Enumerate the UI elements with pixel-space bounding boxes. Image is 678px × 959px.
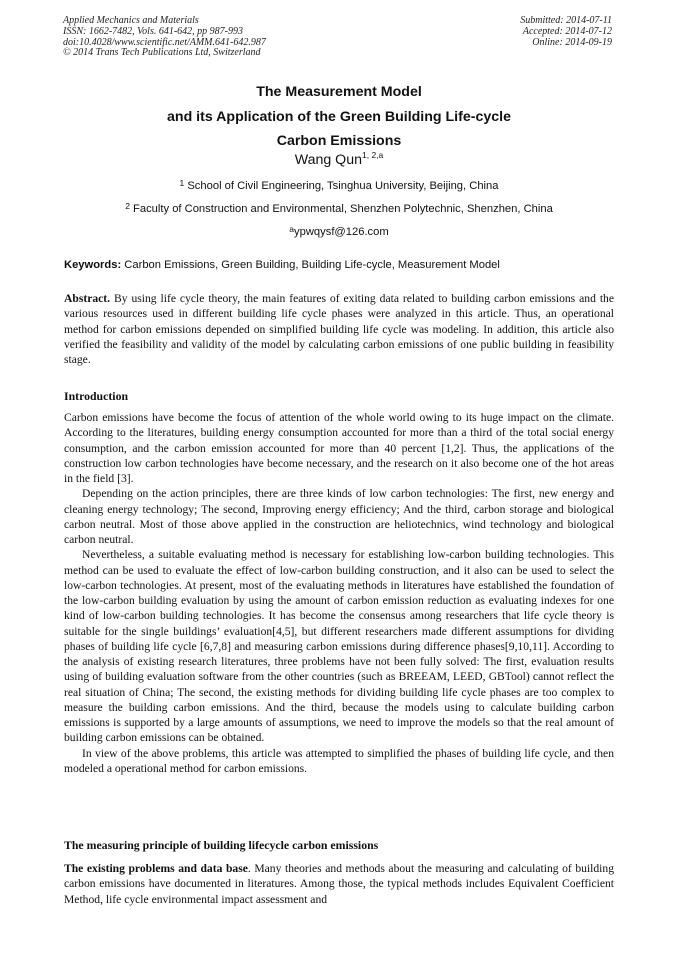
paragraph: Carbon emissions have become the focus of attention of the whole world owing to its huge impact on the climate. According to the literatures, building energy consumption accounted for more than a third of the total social energy consumption, and the carbon emission accounted for more than 40 percent [1,2]. Thus, the applications of the construction low carbon technologies have become necessary, and the research on it also become one of the hot areas in the field [3]. xyxy=(64,411,614,485)
introduction-body xyxy=(64,410,614,776)
keywords-label: Keywords: xyxy=(64,259,122,271)
affiliation-text: Faculty of Construction and Environmental, Shenzhen Polytechnic, Shenzhen, China xyxy=(129,203,553,215)
accepted-date: Accepted: 2014-07-12 xyxy=(522,25,612,37)
paragraph: . Many theories and methods about the measuring and calculating of building carbon emissions have documented in literatures. Among those, the typical methods includes Equivalent Coefficient Method, life cycle environmental impact assessment and xyxy=(64,862,614,906)
journal-name: Applied Mechanics and Materials xyxy=(63,15,199,26)
measuring-principle-body xyxy=(64,861,614,907)
submission-dates xyxy=(520,16,612,48)
affiliation-marker: 2 xyxy=(125,201,130,211)
issn-line: ISSN: 1662-7482, Vols. 641-642, pp 987-993 xyxy=(63,25,243,37)
keywords xyxy=(64,259,500,271)
keywords-text: Carbon Emissions, Green Building, Building Life-cycle, Measurement Model xyxy=(121,259,500,271)
email-marker: a xyxy=(289,224,295,234)
paper-title xyxy=(40,80,638,154)
submitted-date: Submitted: 2014-07-11 xyxy=(520,15,612,26)
online-date: Online: 2014-09-19 xyxy=(532,36,612,48)
paragraph: Nevertheless, a suitable evaluating method is necessary for establishing low-carbon building technologies. This method can be used to evaluate the effect of low-carbon building construction, and it also can be used to select the low-carbon technologies. At present, most of the evaluating methods in literatures have established the foundation of the low-carbon building evaluation by using the amount of carbon emission reduction as evaluating indexes for one kind of low-carbon building technologies. It has become the consensus among researchers that life cycle theory is suitable for the single buildings’ evaluation[4,5], but different researchers made different assumptions for dividing phases of building life cycle [6,7,8] and measuring carbon emissions during difference phases[9,10,11]. According to the analysis of existing research literatures, three problems have not been fully solved: The first, evaluation results using of building evaluation software from the other countries (such as BREEAM, LEED, GBTool) cannot reflect the real situation of China; The second, the existing methods for dividing building life cycle phases are too complex to measure the building carbon emissions. And the third, because the models using to calculate building carbon emissions is supported by a large amounts of assumptions, we need to improve the models so that the real amount of building carbon emissions can be obtained. xyxy=(64,548,614,745)
author-name: Wang Qun xyxy=(294,152,362,168)
doi-line: doi:10.4028/www.scientific.net/AMM.641-642.987 xyxy=(63,36,266,48)
email-text: ypwqysf@126.com xyxy=(294,226,389,238)
affiliation-text: School of Civil Engineering, Tsinghua University, Beijing, China xyxy=(184,180,499,192)
title-line: The Measurement Model xyxy=(256,84,422,100)
abstract-label: Abstract. xyxy=(64,292,111,305)
abstract xyxy=(64,291,614,367)
affiliation-marker: 1 xyxy=(179,178,185,188)
author-superscript: 1, 2,a xyxy=(362,150,384,160)
subsection-lead: The existing problems and data base xyxy=(64,862,248,875)
author-line xyxy=(40,152,638,168)
affiliation-2 xyxy=(20,203,658,215)
measuring-principle-heading: The measuring principle of building lifecycle carbon emissions xyxy=(64,838,379,852)
journal-info xyxy=(63,16,266,59)
abstract-text: By using life cycle theory, the main features of exiting data related to building carbon emissions and the various resources used in different building life cycle phases were analyzed in this article. Thus, an operational method for carbon emissions depended on simplified building life cycle was modeling. In addition, this article also verified the feasibility and validity of the model by calculating carbon emissions of one public building in feasibility stage. xyxy=(64,292,614,366)
title-line: and its Application of the Green Building Life-cycle xyxy=(167,108,511,125)
affiliation-1 xyxy=(20,180,658,192)
paragraph: Depending on the action principles, there are three kinds of low carbon technologies: The first, new energy and cleaning energy technology; The second, Improving energy efficiency; And the third, carbon storage and biological carbon neutral. Most of those above applied in the construction are heliotechnics, wind technology and biological carbon neutral. xyxy=(64,487,614,546)
author-email xyxy=(20,226,658,238)
introduction-heading: Introduction xyxy=(64,389,129,403)
paragraph: In view of the above problems, this article was attempted to simplified the phases of building life cycle, and then modeled a operational method for carbon emissions. xyxy=(64,746,614,775)
title-line: Carbon Emissions xyxy=(276,133,402,149)
copyright-line: © 2014 Trans Tech Publications Ltd, Switzerland xyxy=(63,47,261,59)
